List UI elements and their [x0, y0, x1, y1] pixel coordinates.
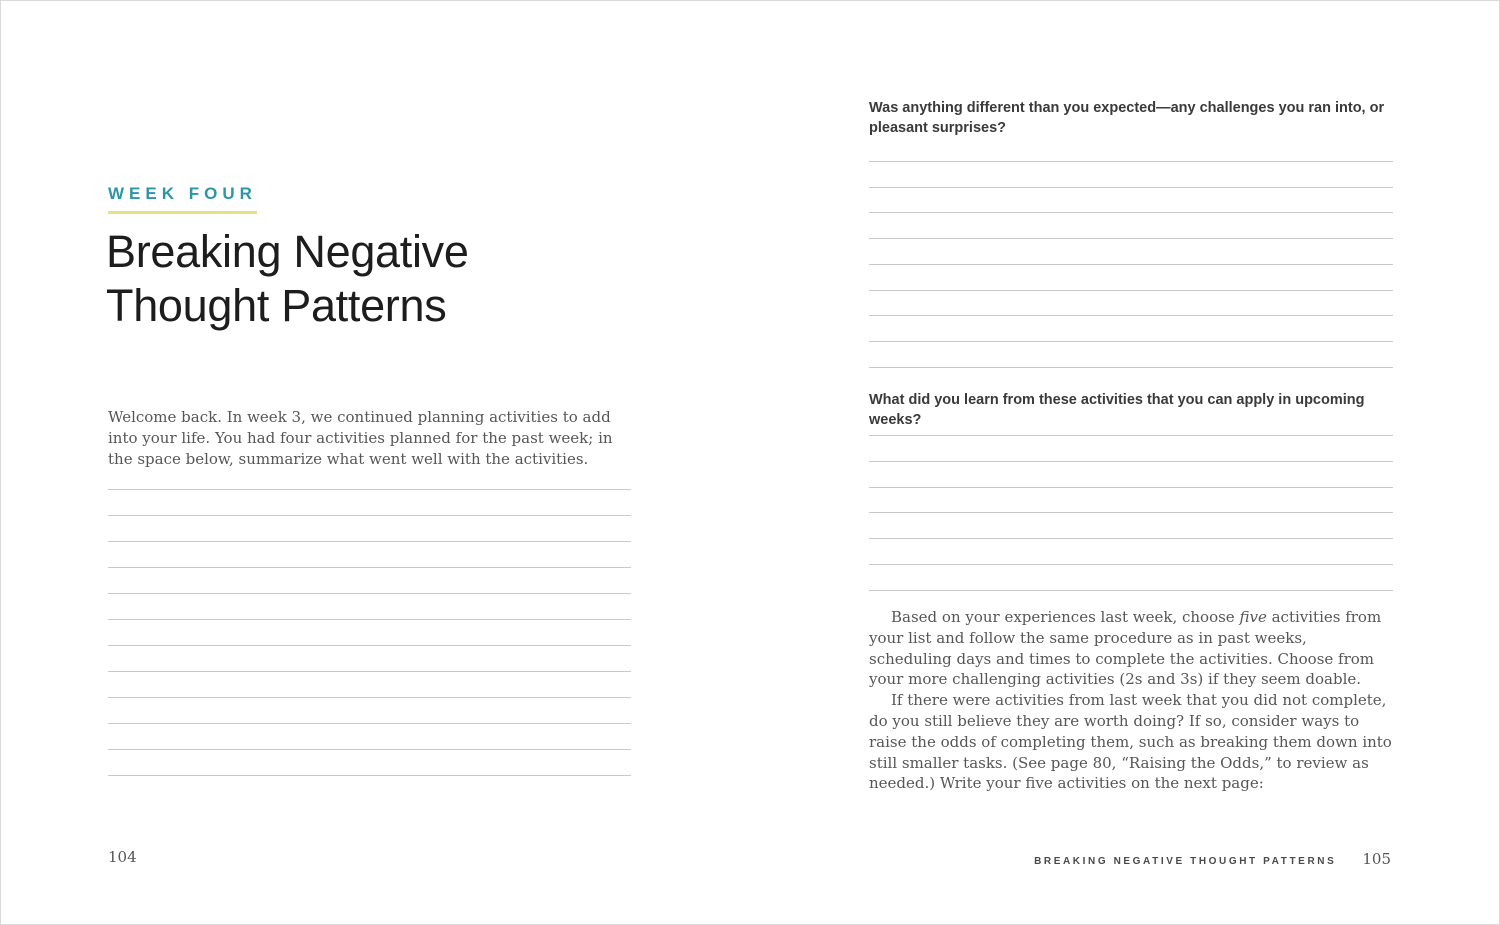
- chapter-title-line-2: Thought Patterns: [106, 280, 447, 331]
- paragraph-1-post: activities from your list and follow the same procedure as in past weeks, scheduling days and times to complete the activities. Choose from your more challenging activities (2s and 3s) if they seem doable.: [869, 608, 1382, 689]
- ruled-line: [108, 672, 631, 698]
- ruled-line: [108, 464, 631, 490]
- ruled-line: [869, 239, 1393, 265]
- ruled-line: [108, 568, 631, 594]
- ruled-line: [869, 188, 1393, 214]
- kicker-underline: [108, 211, 257, 214]
- answer-2-writing-lines: [869, 410, 1393, 591]
- paragraph-1-italic-word: five: [1239, 608, 1267, 626]
- ruled-line: [869, 342, 1393, 368]
- ruled-line: [869, 162, 1393, 188]
- ruled-line: [108, 490, 631, 516]
- ruled-line: [869, 436, 1393, 462]
- ruled-line: [108, 542, 631, 568]
- ruled-line: [108, 516, 631, 542]
- answer-1-writing-lines: [869, 136, 1393, 368]
- chapter-title: [106, 225, 586, 333]
- page-number-left: 104: [108, 848, 137, 866]
- running-footer: [1034, 850, 1391, 868]
- instructions-paragraph-2: If there were activities from last week that you did not complete, do you still believe they are worth doing? If so, consider ways to raise the odds of completing them, such as breaking them down into still smaller tasks. (See page 80, “Raising the Odds,” to review as needed.) Write your five activities on the next page:: [869, 691, 1392, 793]
- ruled-line: [869, 565, 1393, 591]
- ruled-line: [108, 750, 631, 776]
- ruled-line: [869, 513, 1393, 539]
- ruled-line: [108, 698, 631, 724]
- week-kicker: WEEK FOUR: [108, 184, 257, 203]
- ruled-line: [869, 539, 1393, 565]
- ruled-line: [108, 646, 631, 672]
- ruled-line: [869, 462, 1393, 488]
- ruled-line: [869, 265, 1393, 291]
- instructions-paragraph-1: [869, 607, 1393, 690]
- question-2: What did you learn from these activities that you can apply in upcoming weeks?: [869, 392, 1365, 428]
- running-head-title: BREAKING NEGATIVE THOUGHT PATTERNS: [1034, 856, 1337, 867]
- ruled-line: [869, 136, 1393, 162]
- chapter-title-line-1: Breaking Negative: [106, 226, 469, 277]
- ruled-line: [869, 488, 1393, 514]
- intro-paragraph: Welcome back. In week 3, we continued planning activities to add into your life. You had four activities planned for the past week; in the space below, summarize what went well with the activities.: [108, 408, 613, 468]
- ruled-line: [869, 316, 1393, 342]
- ruled-line: [108, 594, 631, 620]
- instructions-copy: [869, 607, 1393, 794]
- page-number-right: 105: [1362, 850, 1391, 868]
- left-writing-lines: [108, 464, 631, 776]
- ruled-line: [108, 724, 631, 750]
- ruled-line: [108, 620, 631, 646]
- ruled-line: [869, 291, 1393, 317]
- paragraph-1-pre: Based on your experiences last week, choose: [891, 608, 1240, 626]
- ruled-line: [869, 410, 1393, 436]
- question-1: Was anything different than you expected—any challenges you ran into, or pleasant surprises?: [869, 100, 1385, 136]
- ruled-line: [869, 213, 1393, 239]
